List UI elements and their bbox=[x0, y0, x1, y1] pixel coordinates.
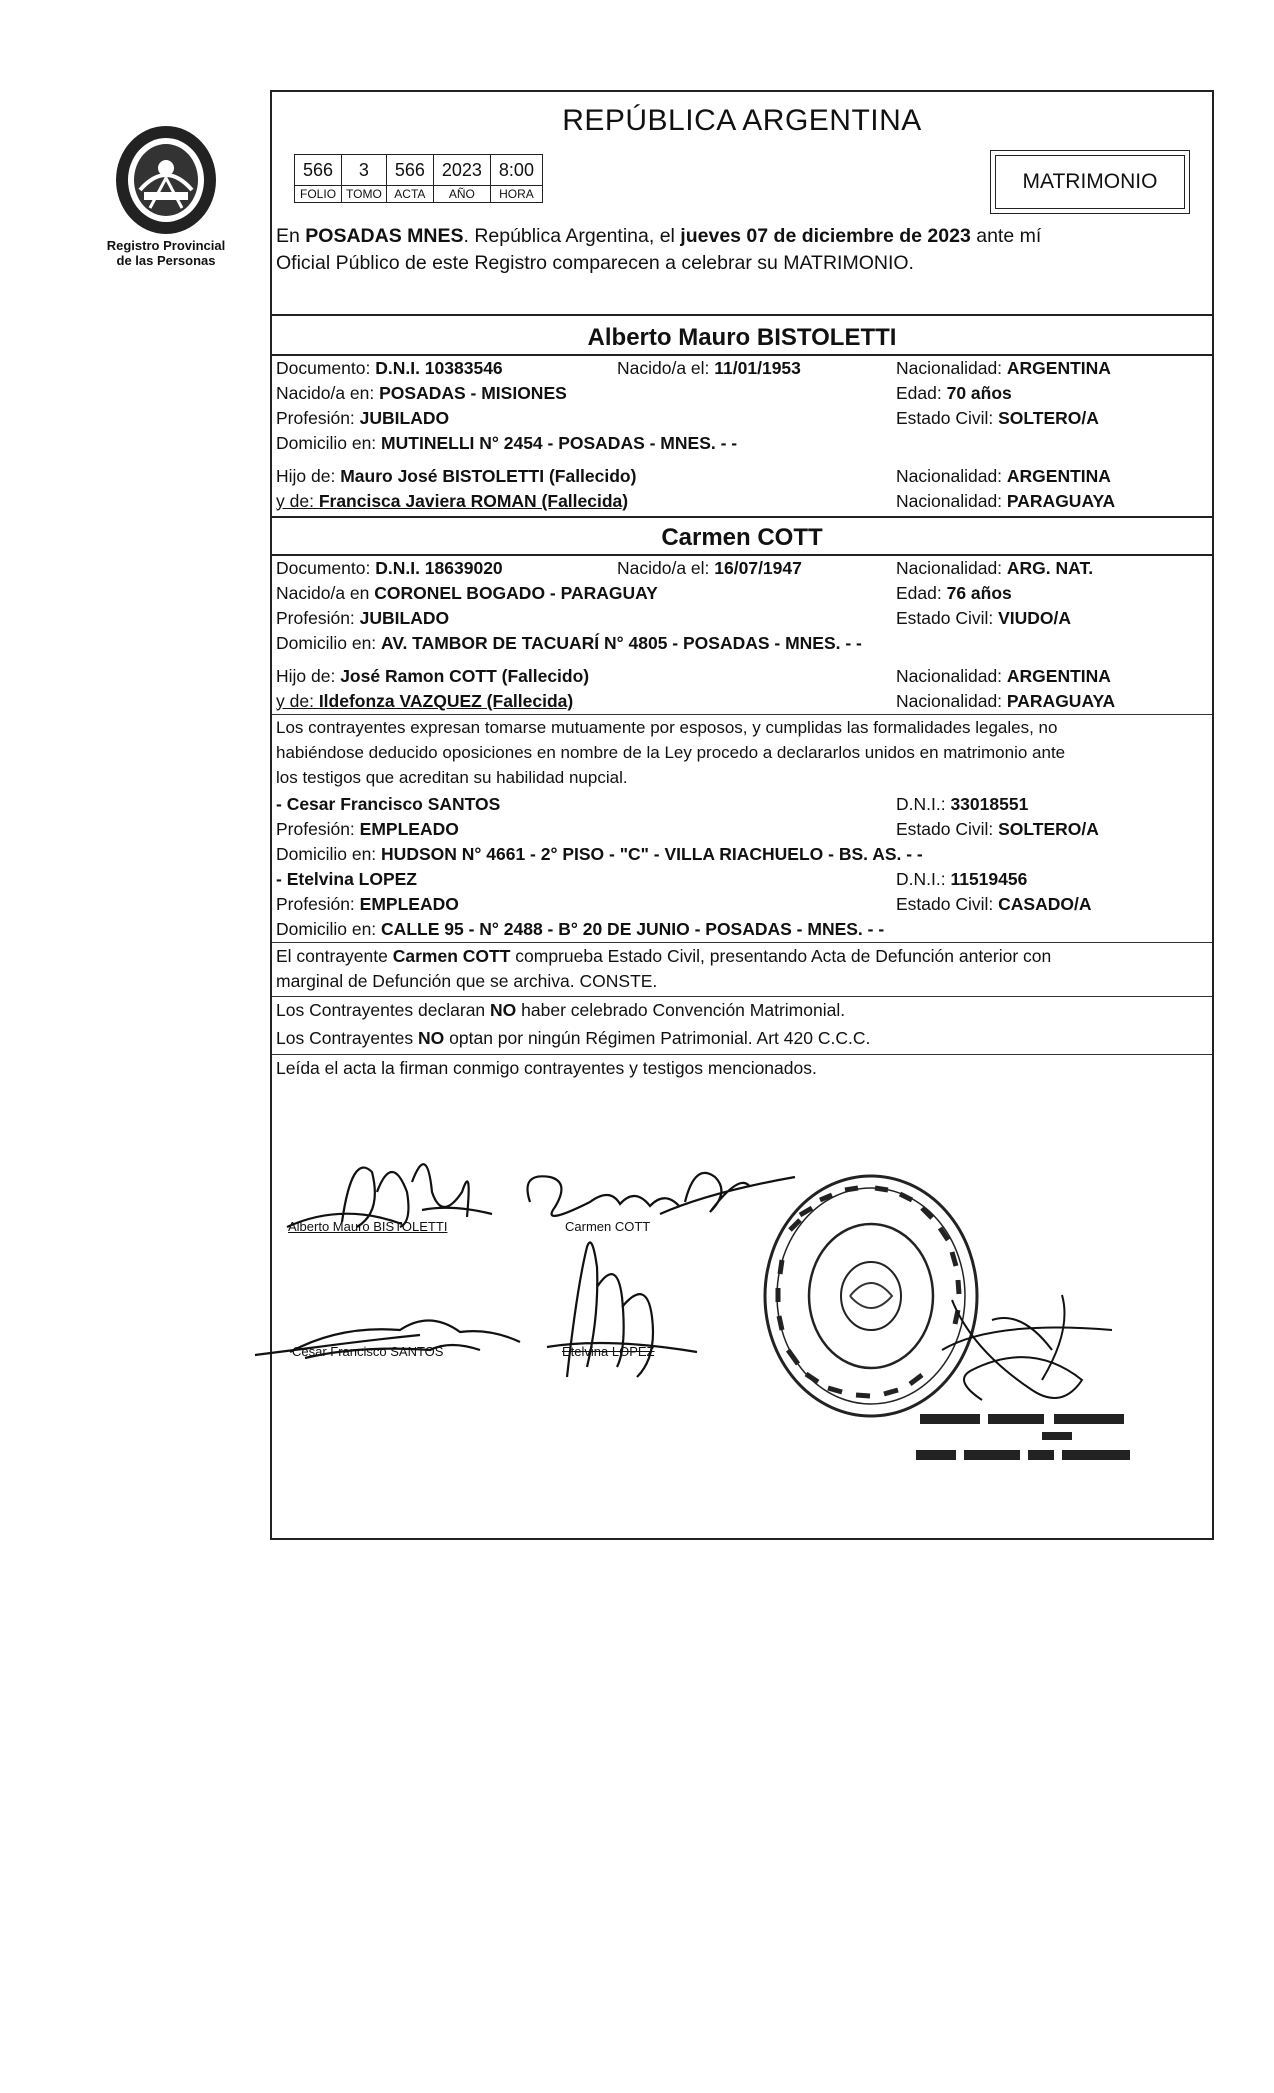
signature-spouse2 bbox=[510, 1132, 800, 1232]
declaration-line-2: habiéndose deducido oposiciones en nombre de la Ley procedo a declararlos unidos en matrimonio ante bbox=[276, 743, 1066, 762]
spouse2-civil-status: Estado Civil: VIUDO/A bbox=[896, 608, 1072, 628]
declaration-line-1: Los contrayentes expresan tomarse mutuamente por esposos, y cumplidas las formalidades legales, no bbox=[276, 718, 1058, 737]
spouse2-mother-nationality: Nacionalidad: PARAGUAYA bbox=[896, 691, 1116, 711]
witness1-profession: Profesión: EMPLEADO bbox=[276, 819, 459, 839]
spouse2-name: Carmen COTT bbox=[661, 524, 823, 551]
spouse1-father: Hijo de: Mauro José BISTOLETTI (Fallecido) bbox=[276, 466, 637, 486]
province-seal-icon bbox=[110, 120, 222, 238]
tomo-value: 3 bbox=[342, 155, 387, 186]
spouse1-mother: y de: Francisca Javiera ROMAN (Fallecida) bbox=[276, 491, 629, 511]
spouse2-birthplace: Nacido/a en CORONEL BOGADO - PARAGUAY bbox=[276, 583, 658, 603]
signature-witness1-label: Cesar Francisco SANTOS bbox=[292, 1344, 444, 1359]
spouse1-name: Alberto Mauro BISTOLETTI bbox=[587, 324, 897, 351]
civil-status-note-2: marginal de Defunción que se archiva. CONSTE. bbox=[276, 971, 658, 991]
spouse1-document: Documento: D.N.I. 10383546 bbox=[276, 358, 503, 378]
witness2-civil-status: Estado Civil: CASADO/A bbox=[896, 894, 1092, 914]
spouse2-father-nationality: Nacionalidad: ARGENTINA bbox=[896, 666, 1111, 686]
spouse2-document: Documento: D.N.I. 18639020 bbox=[276, 558, 503, 578]
spouse1-birthdate: Nacido/a el: 11/01/1953 bbox=[617, 358, 801, 378]
acta-value: 566 bbox=[386, 155, 433, 186]
official-stamp-icon bbox=[912, 1412, 1152, 1478]
spouse1-age: Edad: 70 años bbox=[896, 383, 1012, 403]
official-signature bbox=[912, 1280, 1132, 1420]
declaration-line-3: los testigos que acreditan su habilidad nupcial. bbox=[276, 768, 628, 787]
spouse1-mother-nationality: Nacionalidad: PARAGUAYA bbox=[896, 491, 1116, 511]
act-type: MATRIMONIO bbox=[995, 155, 1185, 209]
regime-line-2: Los Contrayentes NO optan por ningún Régimen Patrimonial. Art 420 C.C.C. bbox=[276, 1028, 871, 1048]
acta-reference-table bbox=[294, 154, 543, 203]
folio-label: FOLIO bbox=[295, 186, 342, 203]
logo-caption-2: de las Personas bbox=[116, 253, 216, 268]
witness2-profession: Profesión: EMPLEADO bbox=[276, 894, 459, 914]
intro-line-2: Oficial Público de este Registro comparecen a celebrar su MATRIMONIO. bbox=[276, 252, 914, 274]
folio-value: 566 bbox=[295, 155, 342, 186]
signature-spouse2-label: Carmen COTT bbox=[565, 1219, 651, 1234]
registry-logo bbox=[95, 120, 237, 290]
spouse2-profession: Profesión: JUBILADO bbox=[276, 608, 450, 628]
regime-line-1: Los Contrayentes declaran NO haber celebrado Convención Matrimonial. bbox=[276, 1000, 846, 1020]
year-value: 2023 bbox=[433, 155, 490, 186]
signature-spouse1-label: Alberto Mauro BISTOLETTI bbox=[288, 1219, 448, 1234]
spouse2-age: Edad: 76 años bbox=[896, 583, 1012, 603]
spouse2-father: Hijo de: José Ramon COTT (Fallecido) bbox=[276, 666, 590, 686]
witness1-name: - Cesar Francisco SANTOS bbox=[276, 794, 501, 814]
certificate-frame bbox=[270, 90, 1214, 1540]
signature-witness2 bbox=[527, 1227, 707, 1387]
act-type-box bbox=[990, 150, 1190, 214]
signature-witness2-label: Etelvina LOPEZ bbox=[562, 1344, 655, 1359]
witness2-address: Domicilio en: CALLE 95 - N° 2488 - B° 20 DE JUNIO - POSADAS - MNES. - - bbox=[276, 919, 885, 939]
country-title: REPÚBLICA ARGENTINA bbox=[562, 104, 922, 137]
intro-city: POSADAS MNES bbox=[305, 225, 464, 247]
witness1-dni: D.N.I.: 33018551 bbox=[896, 794, 1029, 814]
spouse1-birthplace: Nacido/a en: POSADAS - MISIONES bbox=[276, 383, 567, 403]
intro-line-1: En POSADAS MNES. República Argentina, el jueves 07 de diciembre de 2023 ante mí bbox=[276, 225, 1042, 247]
spouse2-nationality: Nacionalidad: ARG. NAT. bbox=[896, 558, 1094, 578]
civil-status-note-1: El contrayente Carmen COTT comprueba Estado Civil, presentando Acta de Defunción anterior con bbox=[276, 946, 1052, 966]
witness2-dni: D.N.I.: 11519456 bbox=[896, 869, 1028, 889]
intro-date: jueves 07 de diciembre de 2023 bbox=[680, 225, 971, 247]
witness2-name: - Etelvina LOPEZ bbox=[276, 869, 417, 889]
hour-value: 8:00 bbox=[490, 155, 542, 186]
spouse2-mother: y de: Ildefonza VAZQUEZ (Fallecida) bbox=[276, 691, 574, 711]
witness1-address: Domicilio en: HUDSON N° 4661 - 2° PISO - "C" - VILLA RIACHUELO - BS. AS. - - bbox=[276, 844, 923, 864]
tomo-label: TOMO bbox=[342, 186, 387, 203]
logo-caption-1: Registro Provincial bbox=[106, 238, 226, 253]
spouse2-birthdate: Nacido/a el: 16/07/1947 bbox=[617, 558, 802, 578]
acta-label: ACTA bbox=[386, 186, 433, 203]
witness1-civil-status: Estado Civil: SOLTERO/A bbox=[896, 819, 1099, 839]
spouse2-address: Domicilio en: AV. TAMBOR DE TACUARÍ N° 4805 - POSADAS - MNES. - - bbox=[276, 633, 862, 653]
hour-label: HORA bbox=[490, 186, 542, 203]
closing-statement: Leída el acta la firman conmigo contrayentes y testigos mencionados. bbox=[276, 1058, 817, 1078]
spouse1-nationality: Nacionalidad: ARGENTINA bbox=[896, 358, 1111, 378]
year-label: AÑO bbox=[433, 186, 490, 203]
spouse1-profession: Profesión: JUBILADO bbox=[276, 408, 450, 428]
spouse1-father-nationality: Nacionalidad: ARGENTINA bbox=[896, 466, 1111, 486]
spouse1-address: Domicilio en: MUTINELLI N° 2454 - POSADAS - MNES. - - bbox=[276, 433, 738, 453]
spouse1-civil-status: Estado Civil: SOLTERO/A bbox=[896, 408, 1099, 428]
